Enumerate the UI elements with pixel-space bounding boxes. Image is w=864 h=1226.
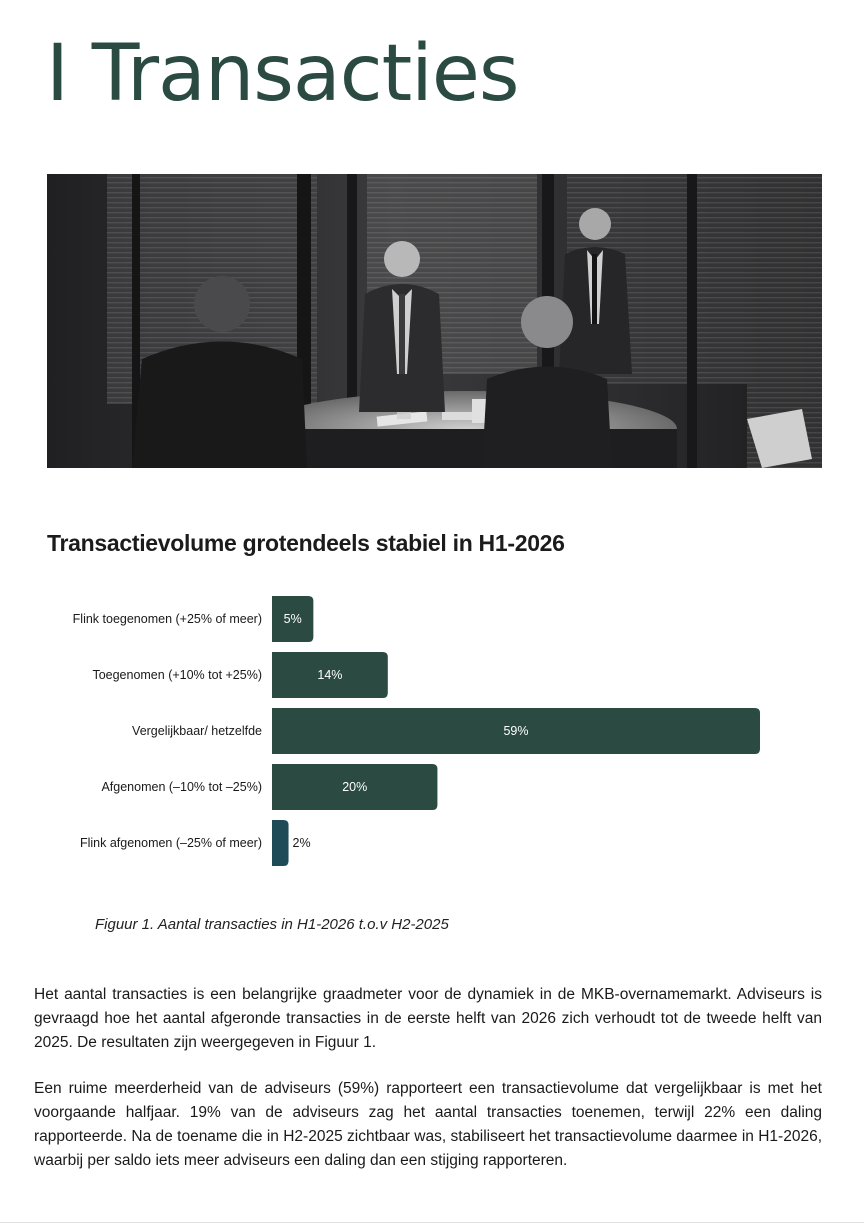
page-divider bbox=[0, 1222, 864, 1223]
page-title: I Transacties bbox=[46, 29, 519, 119]
horizontal-bar-chart bbox=[0, 590, 864, 880]
category-label: Toegenomen (+10% tot +25%) bbox=[92, 668, 262, 682]
chart-title: Transactievolume grotendeels stabiel in H1-2026 bbox=[47, 530, 565, 556]
bar-value-label: 2% bbox=[292, 836, 311, 850]
bar-value-label: 59% bbox=[503, 724, 529, 738]
hero-meeting-photo bbox=[47, 174, 822, 468]
bar-value-label: 20% bbox=[342, 780, 368, 794]
category-label: Flink toegenomen (+25% of meer) bbox=[72, 612, 262, 626]
figure-caption: Figuur 1. Aantal transacties in H1-2026 t.o.v H2-2025 bbox=[95, 916, 449, 933]
paragraph-intro: Het aantal transacties is een belangrijke graadmeter voor de dynamiek in de MKB-overnamemarkt. Adviseurs is gevraagd hoe het aantal afgeronde transacties in de eerste helft van 2026 zich verhoudt tot de tweede helft van 2025. De resultaten zijn weergegeven in Figuur 1. bbox=[34, 986, 822, 1051]
meeting-photo-illustration bbox=[47, 174, 822, 468]
bar bbox=[272, 820, 289, 866]
category-label: Vergelijkbaar/ hetzelfde bbox=[132, 724, 262, 738]
category-label: Flink afgenomen (–25% of meer) bbox=[79, 836, 262, 850]
paragraph-results: Een ruime meerderheid van de adviseurs (59%) rapporteert een transactievolume dat vergelijkbaar is met het voorgaande halfjaar. 19% van de adviseurs zag het aantal transacties toenemen, terwijl 22% een daling rapporteerde. Na de toename die in H2-2025 zichtbaar was, stabiliseert het transactievolume daarmee in H1-2026, waarbij per saldo iets meer adviseurs een daling dan een stijging rapporteren. bbox=[34, 1080, 822, 1169]
bar-value-label: 5% bbox=[283, 612, 302, 626]
category-label: Afgenomen (–10% tot –25%) bbox=[101, 780, 262, 794]
bar-value-label: 14% bbox=[317, 668, 343, 682]
